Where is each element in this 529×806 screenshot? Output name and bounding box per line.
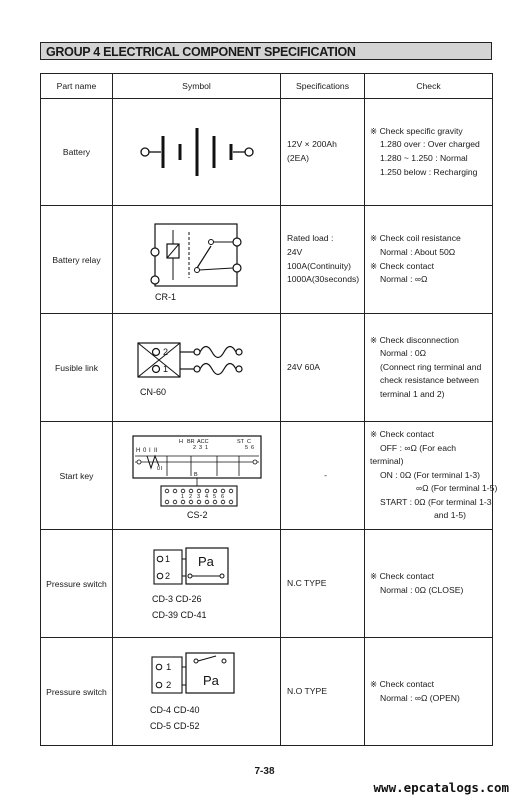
page-number: 7-38 (254, 766, 275, 777)
spec-line: - (324, 469, 327, 480)
check-cell (365, 530, 493, 638)
pressure-switch-nc-diagram (142, 544, 252, 624)
fusible-link-diagram (132, 333, 262, 403)
start-key-code-label: CS-2 (186, 509, 208, 520)
spec-table (40, 73, 498, 746)
check-line: 1.250 below : Recharging (380, 166, 478, 177)
key-label-i: I (148, 447, 151, 454)
key-label-h-top: H (178, 438, 183, 445)
check-line: ※ Check disconnection (370, 334, 459, 345)
spec-cell (281, 206, 365, 314)
check-cell (365, 422, 498, 530)
relay-code-label: CR-1 (154, 291, 176, 302)
pressure-switch-no-symbol (113, 638, 281, 746)
spec-cell (281, 638, 365, 746)
table-row (41, 314, 493, 422)
spec-cell (281, 530, 365, 638)
check-line: Normal : About 50Ω (380, 246, 456, 257)
spec-line: (2EA) (287, 153, 309, 163)
check-line: and 1-5) (434, 510, 467, 521)
battery-diagram (137, 122, 257, 182)
spec-line: N.O TYPE (287, 685, 327, 696)
key-pin-5: 5 (244, 444, 248, 451)
spec-line: 24V (287, 246, 303, 257)
part-name: Battery relay (41, 206, 113, 314)
fusible-link-symbol (113, 314, 281, 422)
check-line: Normal : 0Ω (CLOSE) (380, 584, 464, 595)
key-label-0: 0 (142, 447, 146, 454)
spec-line: N.C TYPE (287, 577, 327, 588)
check-line: Normal : ∞Ω (OPEN) (380, 692, 460, 703)
spec-cell (281, 314, 365, 422)
spec-line: 24V 60A (287, 361, 320, 372)
no-pa-label: Pa (202, 672, 219, 688)
table-row (41, 638, 493, 746)
check-line: ON : 0Ω (For terminal 1-3) (380, 469, 481, 480)
key-label-c: C (246, 438, 251, 445)
spec-line: 12V × 200Ah (287, 139, 337, 150)
start-key-symbol (113, 422, 281, 530)
check-line: ※ Check contact (370, 678, 435, 689)
key-label-acc: ACC (196, 438, 209, 445)
no-codes-line-2: CD-5 CD-52 (149, 720, 200, 731)
spec-cell (281, 422, 365, 530)
check-cell (365, 206, 493, 314)
key-label-i-lower: I (160, 465, 163, 472)
check-line: 1.280 over : Over charged (380, 139, 480, 150)
check-line: check resistance between (380, 375, 479, 386)
terminal-2-label: 2 (162, 346, 168, 357)
check-cell (365, 314, 493, 422)
table-row (41, 422, 493, 530)
check-line: ※ Check contact (370, 260, 435, 271)
key-pin-3: 3 (198, 444, 202, 451)
no-codes-line-1: CD-4 CD-40 (149, 704, 200, 715)
check-line: OFF : ∞Ω (For each (380, 442, 457, 453)
fusible-code-label: CN-60 (139, 386, 166, 397)
key-pin-1: 1 (204, 444, 208, 451)
key-label-br: BR (186, 438, 195, 445)
header-symbol: Symbol (113, 74, 281, 99)
key-pin-2: 2 (192, 444, 196, 451)
terminal-1-label: 1 (162, 363, 168, 374)
check-line: terminal 1 and 2) (380, 388, 445, 399)
header-part-name: Part name (41, 74, 113, 99)
connector-pin-2: 2 (188, 493, 192, 500)
nc-terminal-1-label: 1 (164, 553, 170, 564)
table-row (41, 206, 493, 314)
check-cell (365, 99, 493, 206)
check-line: ※ Check coil resistance (370, 233, 461, 244)
table-header-row (41, 74, 493, 99)
nc-codes-line-2: CD-39 CD-41 (151, 609, 207, 620)
header-specifications: Specifications (281, 74, 365, 99)
part-name: Pressure switch (41, 638, 113, 746)
part-name: Start key (41, 422, 113, 530)
relay-diagram (137, 218, 257, 302)
key-label-h: H (135, 447, 140, 454)
battery-symbol (113, 99, 281, 206)
nc-terminal-2-label: 2 (164, 570, 170, 581)
check-line: ※ Check contact (370, 428, 435, 439)
check-line: 1.280 ~ 1.250 : Normal (380, 153, 468, 163)
key-label-b: B (193, 471, 198, 478)
check-line: START : 0Ω (For terminal 1-3 (380, 496, 492, 507)
section-title: GROUP 4 ELECTRICAL COMPONENT SPECIFICATION (40, 42, 492, 60)
spec-line: Rated load : (287, 233, 334, 244)
nc-codes-line-1: CD-3 CD-26 (151, 593, 202, 604)
check-line: (Connect ring terminal and (380, 361, 482, 372)
connector-pin-5: 5 (212, 493, 216, 500)
connector-pin-3: 3 (196, 493, 200, 500)
table-row (41, 530, 493, 638)
start-key-diagram (127, 430, 267, 522)
connector-pin-4: 4 (204, 493, 208, 500)
pressure-switch-no-diagram (142, 649, 252, 735)
part-name: Battery (41, 99, 113, 206)
spec-line: 1000A(30seconds) (287, 274, 360, 285)
key-pin-6: 6 (250, 444, 254, 451)
check-cell (365, 638, 493, 746)
no-terminal-2-label: 2 (165, 679, 171, 691)
check-line: ※ Check contact (370, 570, 435, 581)
header-check: Check (365, 74, 493, 99)
key-label-ii: II (153, 447, 157, 454)
check-line: terminal) (370, 456, 404, 467)
check-line: Normal : ∞Ω (380, 274, 428, 285)
key-label-st: ST (236, 438, 244, 445)
check-line: ※ Check specific gravity (370, 125, 463, 136)
part-name: Fusible link (41, 314, 113, 422)
check-line: Normal : 0Ω (380, 348, 427, 359)
no-terminal-1-label: 1 (165, 661, 171, 673)
connector-pin-1: 1 (180, 493, 184, 500)
key-label-0-lower: 0 (156, 465, 160, 472)
watermark-text: www.epcatalogs.com (373, 780, 509, 795)
battery-relay-symbol (113, 206, 281, 314)
pressure-switch-nc-symbol (113, 530, 281, 638)
spec-line: 100A(Continuity) (287, 260, 352, 271)
part-name: Pressure switch (41, 530, 113, 638)
connector-pin-6: 6 (220, 493, 224, 500)
nc-pa-label: Pa (197, 553, 214, 569)
check-line: ∞Ω (For terminal 1-5) (416, 483, 498, 494)
spec-cell (281, 99, 365, 206)
table-row (41, 99, 493, 206)
